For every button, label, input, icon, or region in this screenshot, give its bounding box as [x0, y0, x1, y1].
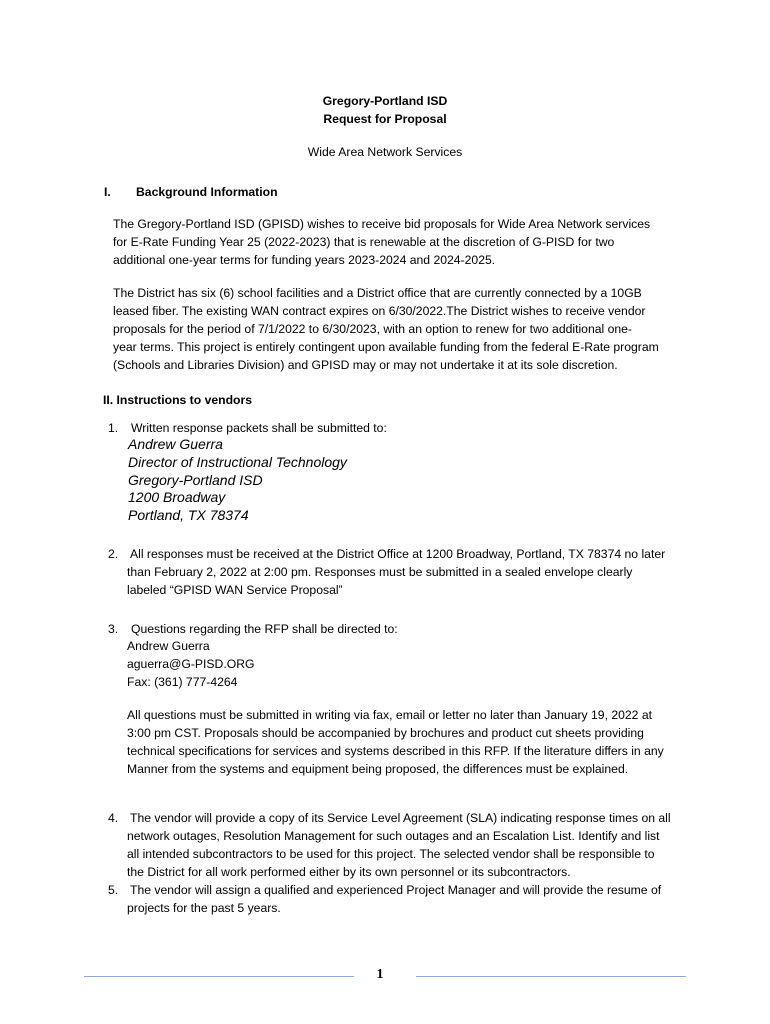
item3-note — [127, 706, 707, 778]
contact-line: Fax: (361) 777-4264 — [127, 675, 238, 689]
item3-text: Questions regarding the RFP shall be directed to: — [131, 622, 398, 636]
address-line: 1200 Broadway — [128, 489, 226, 506]
text-line: The District has six (6) school facilities and a District office that are currently connected by a 10GB — [113, 286, 642, 300]
page-number: 1 — [376, 967, 384, 982]
text-line: all intended subcontractors to be used for this project. The selected vendor shall be responsible to — [127, 847, 655, 861]
org-title: Gregory-Portland ISD — [322, 94, 448, 108]
item5-number: 5. — [108, 883, 119, 897]
text-line: for E-Rate Funding Year 25 (2022-2023) that is renewable at the discretion of G-PISD for two — [113, 235, 615, 249]
item3-number: 3. — [108, 622, 119, 636]
item1-text: Written response packets shall be submitted to: — [131, 421, 387, 435]
text-line: (Schools and Libraries Division) and GPISD may or may not undertake it at its sole discretion. — [113, 358, 618, 372]
item4-text — [127, 809, 707, 881]
text-line: year terms. This project is entirely contingent upon available funding from the federal E-Rate program — [113, 340, 659, 354]
text-line: the District for all work performed either by its own personnel or its subcontractors. — [127, 865, 571, 879]
footer-rule-left — [84, 976, 354, 977]
text-line: projects for the past 5 years. — [127, 901, 281, 915]
address-line: Andrew Guerra — [128, 436, 223, 452]
item4-number: 4. — [108, 811, 119, 825]
text-line: technical specifications for services and systems described in this RFP. If the literature differs in any — [127, 744, 664, 758]
contact-line: aguerra@G-PISD.ORG — [127, 657, 255, 671]
address-line: Gregory-Portland ISD — [128, 471, 263, 488]
text-line: The vendor will provide a copy of its Service Level Agreement (SLA) indicating response times on all — [130, 811, 671, 825]
text-line: The Gregory-Portland ISD (GPISD) wishes to receive bid proposals for Wide Area Network services — [113, 217, 651, 231]
text-line: Manner from the systems and equipment being proposed, the differences must be explained. — [127, 762, 629, 776]
item2-text — [127, 545, 707, 599]
text-line: leased fiber. The existing WAN contract expires on 6/30/2022.The District wishes to receive vendor — [113, 304, 646, 318]
footer-rule-right — [416, 976, 686, 977]
section1-paragraph-2 — [113, 284, 693, 374]
text-line: All questions must be submitted in writing via fax, email or letter no later than January 19, 2022 at — [127, 708, 653, 722]
text-line: labeled “GPISD WAN Service Proposal” — [127, 583, 343, 597]
item1-address — [128, 436, 708, 525]
item3-contact — [127, 637, 707, 691]
text-line: The vendor will assign a qualified and experienced Project Manager and will provide the resume of — [130, 883, 662, 897]
item5-text — [127, 881, 707, 917]
address-line: Director of Instructional Technology — [128, 453, 347, 470]
item1-number: 1. — [108, 421, 119, 435]
text-line: 3:00 pm CST. Proposals should be accompanied by brochures and product cut sheets providing — [127, 726, 644, 740]
doc-type-title: Request for Proposal — [323, 112, 447, 126]
section2-heading: II. Instructions to vendors — [103, 393, 252, 407]
text-line: network outages, Resolution Management for such outages and an Escalation List. Identify and list — [127, 829, 660, 843]
address-line: Portland, TX 78374 — [128, 507, 249, 524]
doc-subject: Wide Area Network Services — [307, 145, 463, 159]
contact-line: Andrew Guerra — [127, 639, 210, 653]
text-line: additional one-year terms for funding years 2023-2024 and 2024-2025. — [113, 253, 496, 267]
item2-number: 2. — [108, 547, 119, 561]
section1-heading: Background Information — [136, 185, 278, 199]
section1-number: I. — [104, 185, 111, 199]
text-line: than February 2, 2022 at 2:00 pm. Responses must be submitted in a sealed envelope clearly — [127, 565, 633, 579]
text-line: All responses must be received at the District Office at 1200 Broadway, Portland, TX 78374 no later — [130, 547, 666, 561]
section1-paragraph-1 — [113, 215, 693, 269]
text-line: proposals for the period of 7/1/2022 to 6/30/2023, with an option to renew for two additional one- — [113, 322, 632, 336]
